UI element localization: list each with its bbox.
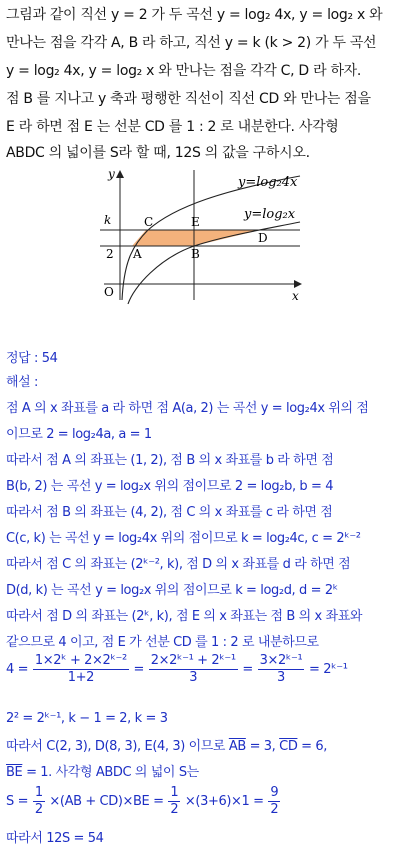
solution-line-8: D(d, k) 는 곡선 y = log₂x 위의 점이므로 k = log₂d, d = 2ᵏ: [6, 583, 338, 598]
y-axis-label: y: [108, 167, 115, 181]
equation-2: 2² = 2ᵏ⁻¹, k − 1 = 2, k = 3: [6, 711, 168, 726]
problem-line-5: E 라 하면 점 E 는 선분 CD 를 1 : 2 로 내분한다. 사각형: [6, 119, 339, 135]
problem-line-1: 그림과 같이 직선 y = 2 가 두 곡선 y = log₂ 4x, y = log₂ x 와: [6, 7, 383, 23]
solution-line-1: 점 A 의 x 좌표를 a 라 하면 점 A(a, 2) 는 곡선 y = log₂4x 위의 점: [6, 401, 369, 416]
curve1-label: y=log₂4x: [238, 175, 298, 190]
point-A-label: A: [133, 247, 142, 261]
solution-line-3: 따라서 점 A 의 좌표는 (1, 2), 점 B 의 x 좌표를 b 라 하면 점: [6, 453, 334, 468]
solution-line-4: B(b, 2) 는 곡선 y = log₂x 위의 점이므로 2 = log₂b, b = 4: [6, 479, 334, 494]
solution-line-5: 따라서 점 B 의 좌표는 (4, 2), 점 C 의 x 좌표를 c 라 하면 점: [6, 505, 333, 520]
solution-line-9: 따라서 점 D 의 좌표는 (2ᵏ, k), 점 E 의 x 좌표는 점 B 의 x 좌표와: [6, 609, 363, 624]
origin-label: O: [104, 285, 114, 299]
problem-line-6: ABDC 의 넓이를 S라 할 때, 12S 의 값을 구하시오.: [6, 145, 310, 161]
problem-line-4: 점 B 를 지나고 y 축과 평행한 직선이 직선 CD 와 만나는 점을: [6, 91, 371, 107]
curve2-label: y=log₂x: [244, 207, 296, 222]
two-label: 2: [106, 247, 114, 261]
point-D-label: D: [258, 231, 268, 245]
solution-line-10: 같으므로 4 이고, 점 E 가 선분 CD 를 1 : 2 로 내분하므로: [6, 635, 319, 650]
equation-3: S = $\frac{1}{2}$ ×(AB + CD)×BE = $\frac{1}{2}$ ×(3+6)×1 = $\frac{9}{2}$: [6, 785, 279, 817]
solution-line-2: 이므로 2 = log₂4a, a = 1: [6, 427, 152, 442]
solution-line-11: 따라서 C(2, 3), D(8, 3), E(4, 3) 이므로 $\overline{AB} = 3$, $\overline{CD} = 6$,: [6, 739, 327, 754]
k-label: k: [104, 213, 112, 227]
x-axis-label: x: [292, 289, 299, 303]
solution-heading: 해설 :: [6, 375, 39, 390]
point-B-label: B: [191, 247, 200, 261]
answer: 정답 : 54: [6, 351, 58, 366]
problem-line-3: y = log₂ 4x, y = log₂ x 와 만나는 점을 각각 C, D 라 하자.: [6, 63, 362, 79]
point-E-label: E: [191, 215, 200, 229]
point-C-label: C: [144, 215, 154, 229]
solution-line-6: C(c, k) 는 곡선 y = log₂4x 위의 점이므로 k = log₂4c, c = 2ᵏ⁻²: [6, 531, 361, 546]
solution-line-7: 따라서 점 C 의 좌표는 (2ᵏ⁻², k), 점 D 의 x 좌표를 d 라 하면 점: [6, 557, 351, 572]
log-graph-figure: [0, 158, 400, 308]
solution-line-12: $\overline{BE} = 1$. 사각형 ABDC 의 넓이 S는: [6, 765, 199, 780]
final-answer-line: 따라서 12S = 54: [6, 831, 104, 846]
equation-1: 4 = $\frac{\text{1×2ᵏ + 2×2ᵏ⁻²}}{1+2}$ = $\frac{\text{2×2ᵏ⁻¹ + 2ᵏ⁻¹}}{3}$ = $\frac{\text{3×2ᵏ⁻¹}}{3}$ = 2ᵏ⁻¹: [6, 653, 348, 685]
problem-line-2: 만나는 점을 각각 A, B 라 하고, 직선 y = k (k > 2) 가 두 곡선: [6, 35, 377, 51]
quadrilateral-ABDC: [132, 230, 260, 246]
